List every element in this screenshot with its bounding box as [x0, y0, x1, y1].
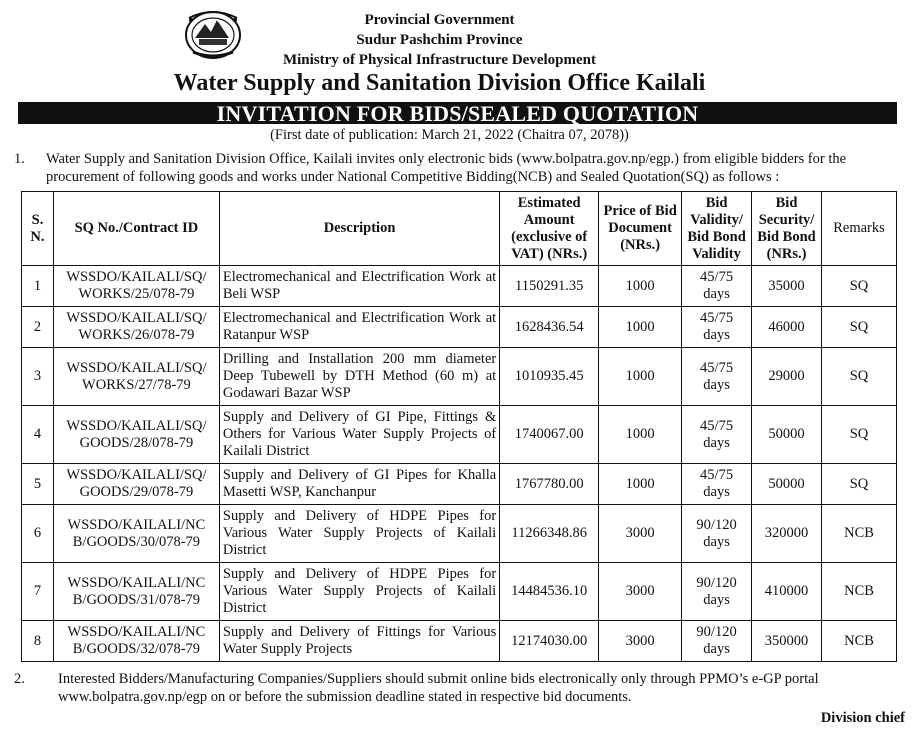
cell-sn: 4 — [22, 406, 54, 464]
cell-security: 50000 — [752, 464, 822, 505]
cell-contract-id: WSSDO/KAILALI/NC B/GOODS/31/078-79 — [53, 563, 219, 621]
cell-security: 50000 — [752, 406, 822, 464]
paragraph-1-number: 1. — [14, 151, 25, 167]
cell-description: Electromechanical and Electrification Work at Beli WSP — [219, 266, 499, 307]
cell-price: 1000 — [599, 266, 682, 307]
header-description: Description — [219, 192, 499, 266]
cell-sn: 1 — [22, 266, 54, 307]
cell-security: 350000 — [752, 621, 822, 662]
cell-remarks: NCB — [822, 505, 897, 563]
cell-contract-id: WSSDO/KAILALI/SQ/ WORKS/27/78-79 — [53, 348, 219, 406]
table-row — [22, 406, 897, 464]
cell-estimated-amount: 1150291.35 — [500, 266, 599, 307]
cell-validity: 45/75 days — [682, 307, 752, 348]
cell-estimated-amount: 1010935.45 — [500, 348, 599, 406]
cell-validity: 45/75 days — [682, 464, 752, 505]
cell-price: 1000 — [599, 406, 682, 464]
cell-price: 3000 — [599, 563, 682, 621]
cell-remarks: SQ — [822, 464, 897, 505]
cell-remarks: NCB — [822, 621, 897, 662]
cell-contract-id: WSSDO/KAILALI/NC B/GOODS/32/078-79 — [53, 621, 219, 662]
header-price-of-bid-document: Price of Bid Document (NRs.) — [599, 192, 682, 266]
header-line-3: Ministry of Physical Infrastructure Development — [282, 52, 596, 68]
cell-description: Electromechanical and Electrification Work at Ratanpur WSP — [219, 307, 499, 348]
cell-remarks: SQ — [822, 406, 897, 464]
table-row — [22, 563, 897, 621]
header-estimated-amount: Estimated Amount (exclusive of VAT) (NRs.) — [500, 192, 599, 266]
cell-estimated-amount: 1767780.00 — [500, 464, 599, 505]
cell-description: Supply and Delivery of GI Pipes for Khalla Masetti WSP, Kanchanpur — [219, 464, 499, 505]
cell-estimated-amount: 12174030.00 — [500, 621, 599, 662]
cell-price: 1000 — [599, 307, 682, 348]
table-row — [22, 348, 897, 406]
paragraph-2-text: Interested Bidders/Manufacturing Companies/Suppliers should submit online bids electronically only through PPMO’s e-GP portal www.bolpatra.gov.np/egp on or before the submission deadline stated in respective bid documents. — [58, 671, 819, 705]
table-row — [22, 621, 897, 662]
cell-sn: 3 — [22, 348, 54, 406]
table-row — [22, 464, 897, 505]
cell-price: 1000 — [599, 348, 682, 406]
header-sn: S. N. — [22, 192, 54, 266]
cell-validity: 45/75 days — [682, 406, 752, 464]
cell-price: 3000 — [599, 621, 682, 662]
cell-security: 29000 — [752, 348, 822, 406]
cell-validity: 45/75 days — [682, 266, 752, 307]
cell-sn: 5 — [22, 464, 54, 505]
signature-division-chief: Division chief — [820, 710, 905, 726]
cell-security: 410000 — [752, 563, 822, 621]
header-bid-security: Bid Security/ Bid Bond (NRs.) — [752, 192, 822, 266]
cell-contract-id: WSSDO/KAILALI/NC B/GOODS/30/078-79 — [53, 505, 219, 563]
header-contract-id: SQ No./Contract ID — [53, 192, 219, 266]
cell-validity: 90/120 days — [682, 505, 752, 563]
cell-description: Drilling and Installation 200 mm diameter Deep Tubewell by DTH Method (60 m) at Godawari Bazar WSP — [219, 348, 499, 406]
paragraph-2-number: 2. — [14, 671, 25, 687]
invitation-banner: INVITATION FOR BIDS/SEALED QUOTATION — [18, 102, 897, 124]
cell-estimated-amount: 14484536.10 — [500, 563, 599, 621]
cell-sn: 2 — [22, 307, 54, 348]
cell-price: 3000 — [599, 505, 682, 563]
paragraph-1-text: Water Supply and Sanitation Division Office, Kailali invites only electronic bids (www.bolpatra.gov.np/egp.) from eligible bidders for the procurement of following goods and works under National Competitive Bidding(NCB) and Sealed Quotation(SQ) as follows : — [46, 151, 847, 185]
header-line-1: Provincial Government — [364, 12, 515, 28]
cell-description: Supply and Delivery of HDPE Pipes for Various Water Supply Projects of Kailali District — [219, 563, 499, 621]
cell-security: 320000 — [752, 505, 822, 563]
cell-description: Supply and Delivery of HDPE Pipes for Various Water Supply Projects of Kailali District — [219, 505, 499, 563]
cell-estimated-amount: 11266348.86 — [500, 505, 599, 563]
header-line-2: Sudur Pashchim Province — [356, 32, 523, 48]
cell-estimated-amount: 1628436.54 — [500, 307, 599, 348]
cell-security: 35000 — [752, 266, 822, 307]
office-title: Water Supply and Sanitation Division Office Kailali — [173, 70, 706, 96]
cell-sn: 6 — [22, 505, 54, 563]
cell-remarks: SQ — [822, 266, 897, 307]
header-bid-validity: Bid Validity/ Bid Bond Validity — [682, 192, 752, 266]
cell-price: 1000 — [599, 464, 682, 505]
cell-sn: 7 — [22, 563, 54, 621]
cell-validity: 90/120 days — [682, 563, 752, 621]
bids-table — [21, 191, 897, 662]
cell-estimated-amount: 1740067.00 — [500, 406, 599, 464]
cell-security: 46000 — [752, 307, 822, 348]
header-remarks: Remarks — [822, 192, 897, 266]
cell-description: Supply and Delivery of GI Pipe, Fittings & Others for Various Water Supply Projects of Kailali District — [219, 406, 499, 464]
cell-validity: 45/75 days — [682, 348, 752, 406]
cell-sn: 8 — [22, 621, 54, 662]
table-row — [22, 505, 897, 563]
cell-description: Supply and Delivery of Fittings for Various Water Supply Projects — [219, 621, 499, 662]
cell-contract-id: WSSDO/KAILALI/SQ/ WORKS/26/078-79 — [53, 307, 219, 348]
cell-contract-id: WSSDO/KAILALI/SQ/ GOODS/28/078-79 — [53, 406, 219, 464]
publication-date: (First date of publication: March 21, 2022 (Chaitra 07, 2078)) — [270, 127, 629, 143]
table-header-row — [22, 192, 897, 266]
table-row — [22, 307, 897, 348]
cell-remarks: SQ — [822, 307, 897, 348]
cell-remarks: NCB — [822, 563, 897, 621]
cell-validity: 90/120 days — [682, 621, 752, 662]
cell-remarks: SQ — [822, 348, 897, 406]
cell-contract-id: WSSDO/KAILALI/SQ/ WORKS/25/078-79 — [53, 266, 219, 307]
table-row — [22, 266, 897, 307]
cell-contract-id: WSSDO/KAILALI/SQ/ GOODS/29/078-79 — [53, 464, 219, 505]
